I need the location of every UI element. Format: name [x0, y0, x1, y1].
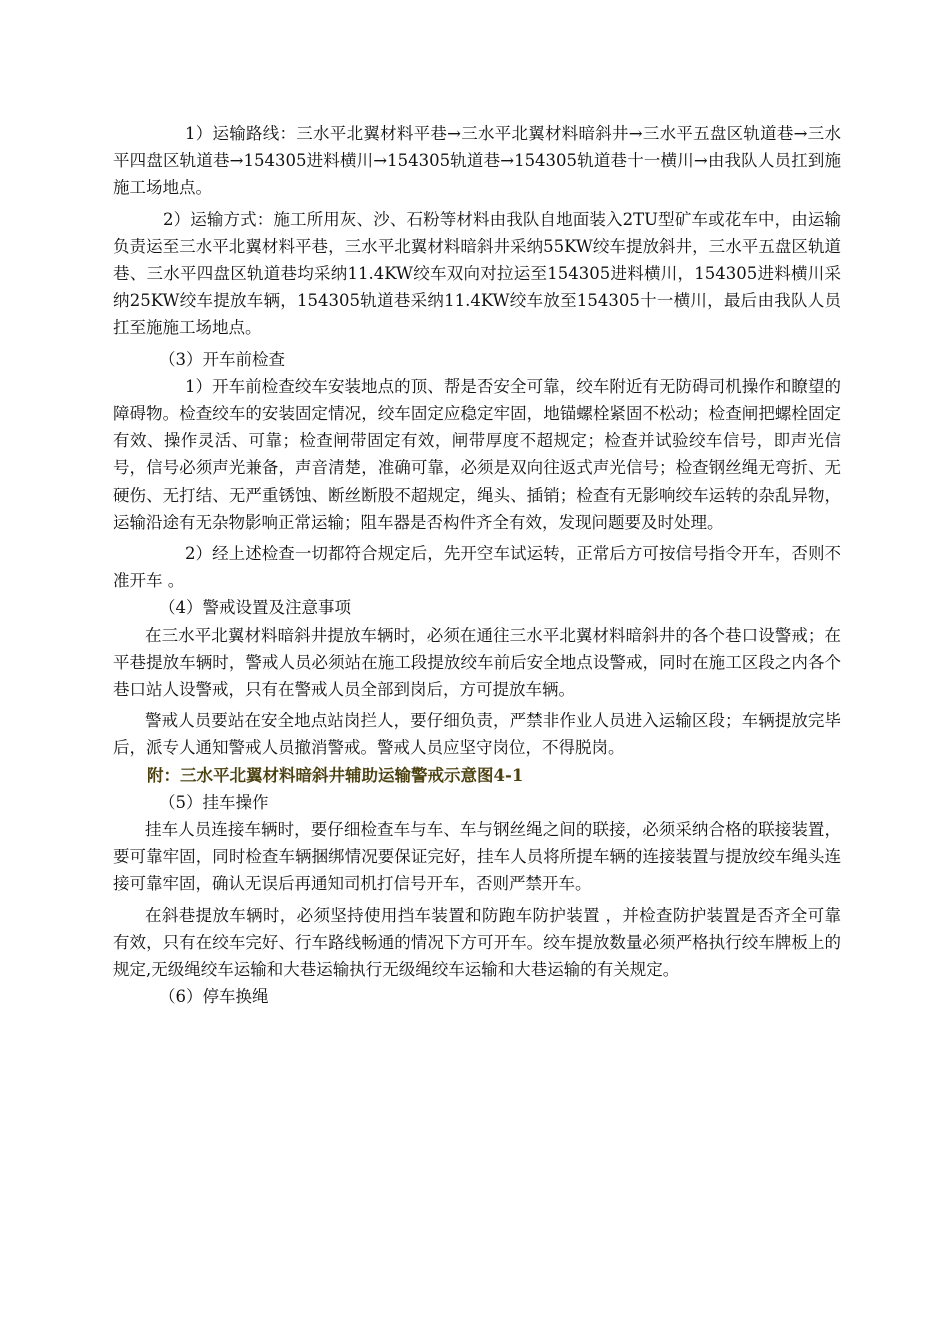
transport-route-paragraph: 1）运输路线：三水平北翼材料平巷→三水平北翼材料暗斜井→三水平五盘区轨道巷→三水平四盘区轨道巷→154305进料横川→154305轨道巷→154305轨道巷十一横川→由我队人员扛到施施工场地点。 — [113, 124, 841, 198]
attachment-reference: 附：三水平北翼材料暗斜井辅助运输警戒示意图4-1 — [147, 765, 524, 785]
section-heading-4: （4）警戒设置及注意事项 — [159, 598, 351, 618]
warning-paragraph-2: 警戒人员要站在安全地点站岗拦人，要仔细负责，严禁非作业人员进入运输区段；车辆提放完毕后，派专人通知警戒人员撤消警戒。警戒人员应坚守岗位，不得脱岗。 — [113, 711, 841, 758]
section-heading-3: （3）开车前检查 — [159, 349, 285, 369]
transport-mode-paragraph: 2）运输方式：施工所用灰、沙、石粉等材料由我队自地面装入2TU型矿车或花车中，由运输负责运至三水平北翼材料平巷，三水平北翼材料暗斜井采纳55KW绞车提放斜井，三水平五盘区轨道巷、三水平四盘区轨道巷均采纳11.4KW绞车双向对拉运至154305进料横川，154305进料横川采纳25KW绞车提放车辆，154305轨道巷采纳11.4KW绞车放至154305十一横川，最后由我队人员扛至施施工场地点。 — [113, 209, 841, 338]
hitch-paragraph-2: 在斜巷提放车辆时，必须坚持使用挡车装置和防跑车防护装置 ，并检查防护装置是否齐全可靠有效，只有在绞车完好、行车路线畅通的情况下方可开车。绞车提放数量必须严格执行绞车牌板上的规定,无级绳绞车运输和大巷运输执行无级绳绞车运输和大巷运输的有关规定。 — [113, 905, 841, 980]
pre-start-check-paragraph-2: 2）经上述检查一切都符合规定后，先开空车试运转，正常后方可按信号指令开车，否则不准开车 。 — [113, 544, 841, 591]
section-heading-6: （6）停车换绳 — [159, 987, 269, 1007]
section-heading-5: （5）挂车操作 — [159, 792, 269, 812]
hitch-paragraph-1: 挂车人员连接车辆时，要仔细检查车与车、车与钢丝绳之间的联接，必须采纳合格的联接装置，要可靠牢固，同时检查车辆捆绑情况要保证完好，挂车人员将所提车辆的连接装置与提放绞车绳头连接可靠牢固，确认无误后再通知司机打信号开车，否则严禁开车。 — [113, 820, 841, 894]
pre-start-check-paragraph-1: 1）开车前检查绞车安装地点的顶、帮是否安全可靠，绞车附近有无防碍司机操作和瞭望的障碍物。检查绞车的安装固定情况，绞车固定应稳定牢固，地锚螺栓紧固不松动；检查闸把螺栓固定有效、操作灵活、可靠；检查闸带固定有效，闸带厚度不超规定；检查并试验绞车信号，即声光信号，信号必须声光兼备，声音清楚，准确可靠，必须是双向往返式声光信号；检查钢丝绳无弯折、无硬伤、无打结、无严重锈蚀、断丝断股不超规定，绳头、插销；检查有无影响绞车运转的杂乱异物，运输沿途有无杂物影响正常运输；阻车器是否构件齐全有效，发现问题要及时处理。 — [113, 376, 841, 532]
document-body — [113, 120, 841, 1011]
warning-paragraph-1: 在三水平北翼材料暗斜井提放车辆时，必须在通往三水平北翼材料暗斜井的各个巷口设警戒；在平巷提放车辆时，警戒人员必须站在施工段提放绞车前后安全地点设警戒，同时在施工区段之内各个巷口站人设警戒，只有在警戒人员全部到岗后，方可提放车辆。 — [113, 625, 841, 700]
